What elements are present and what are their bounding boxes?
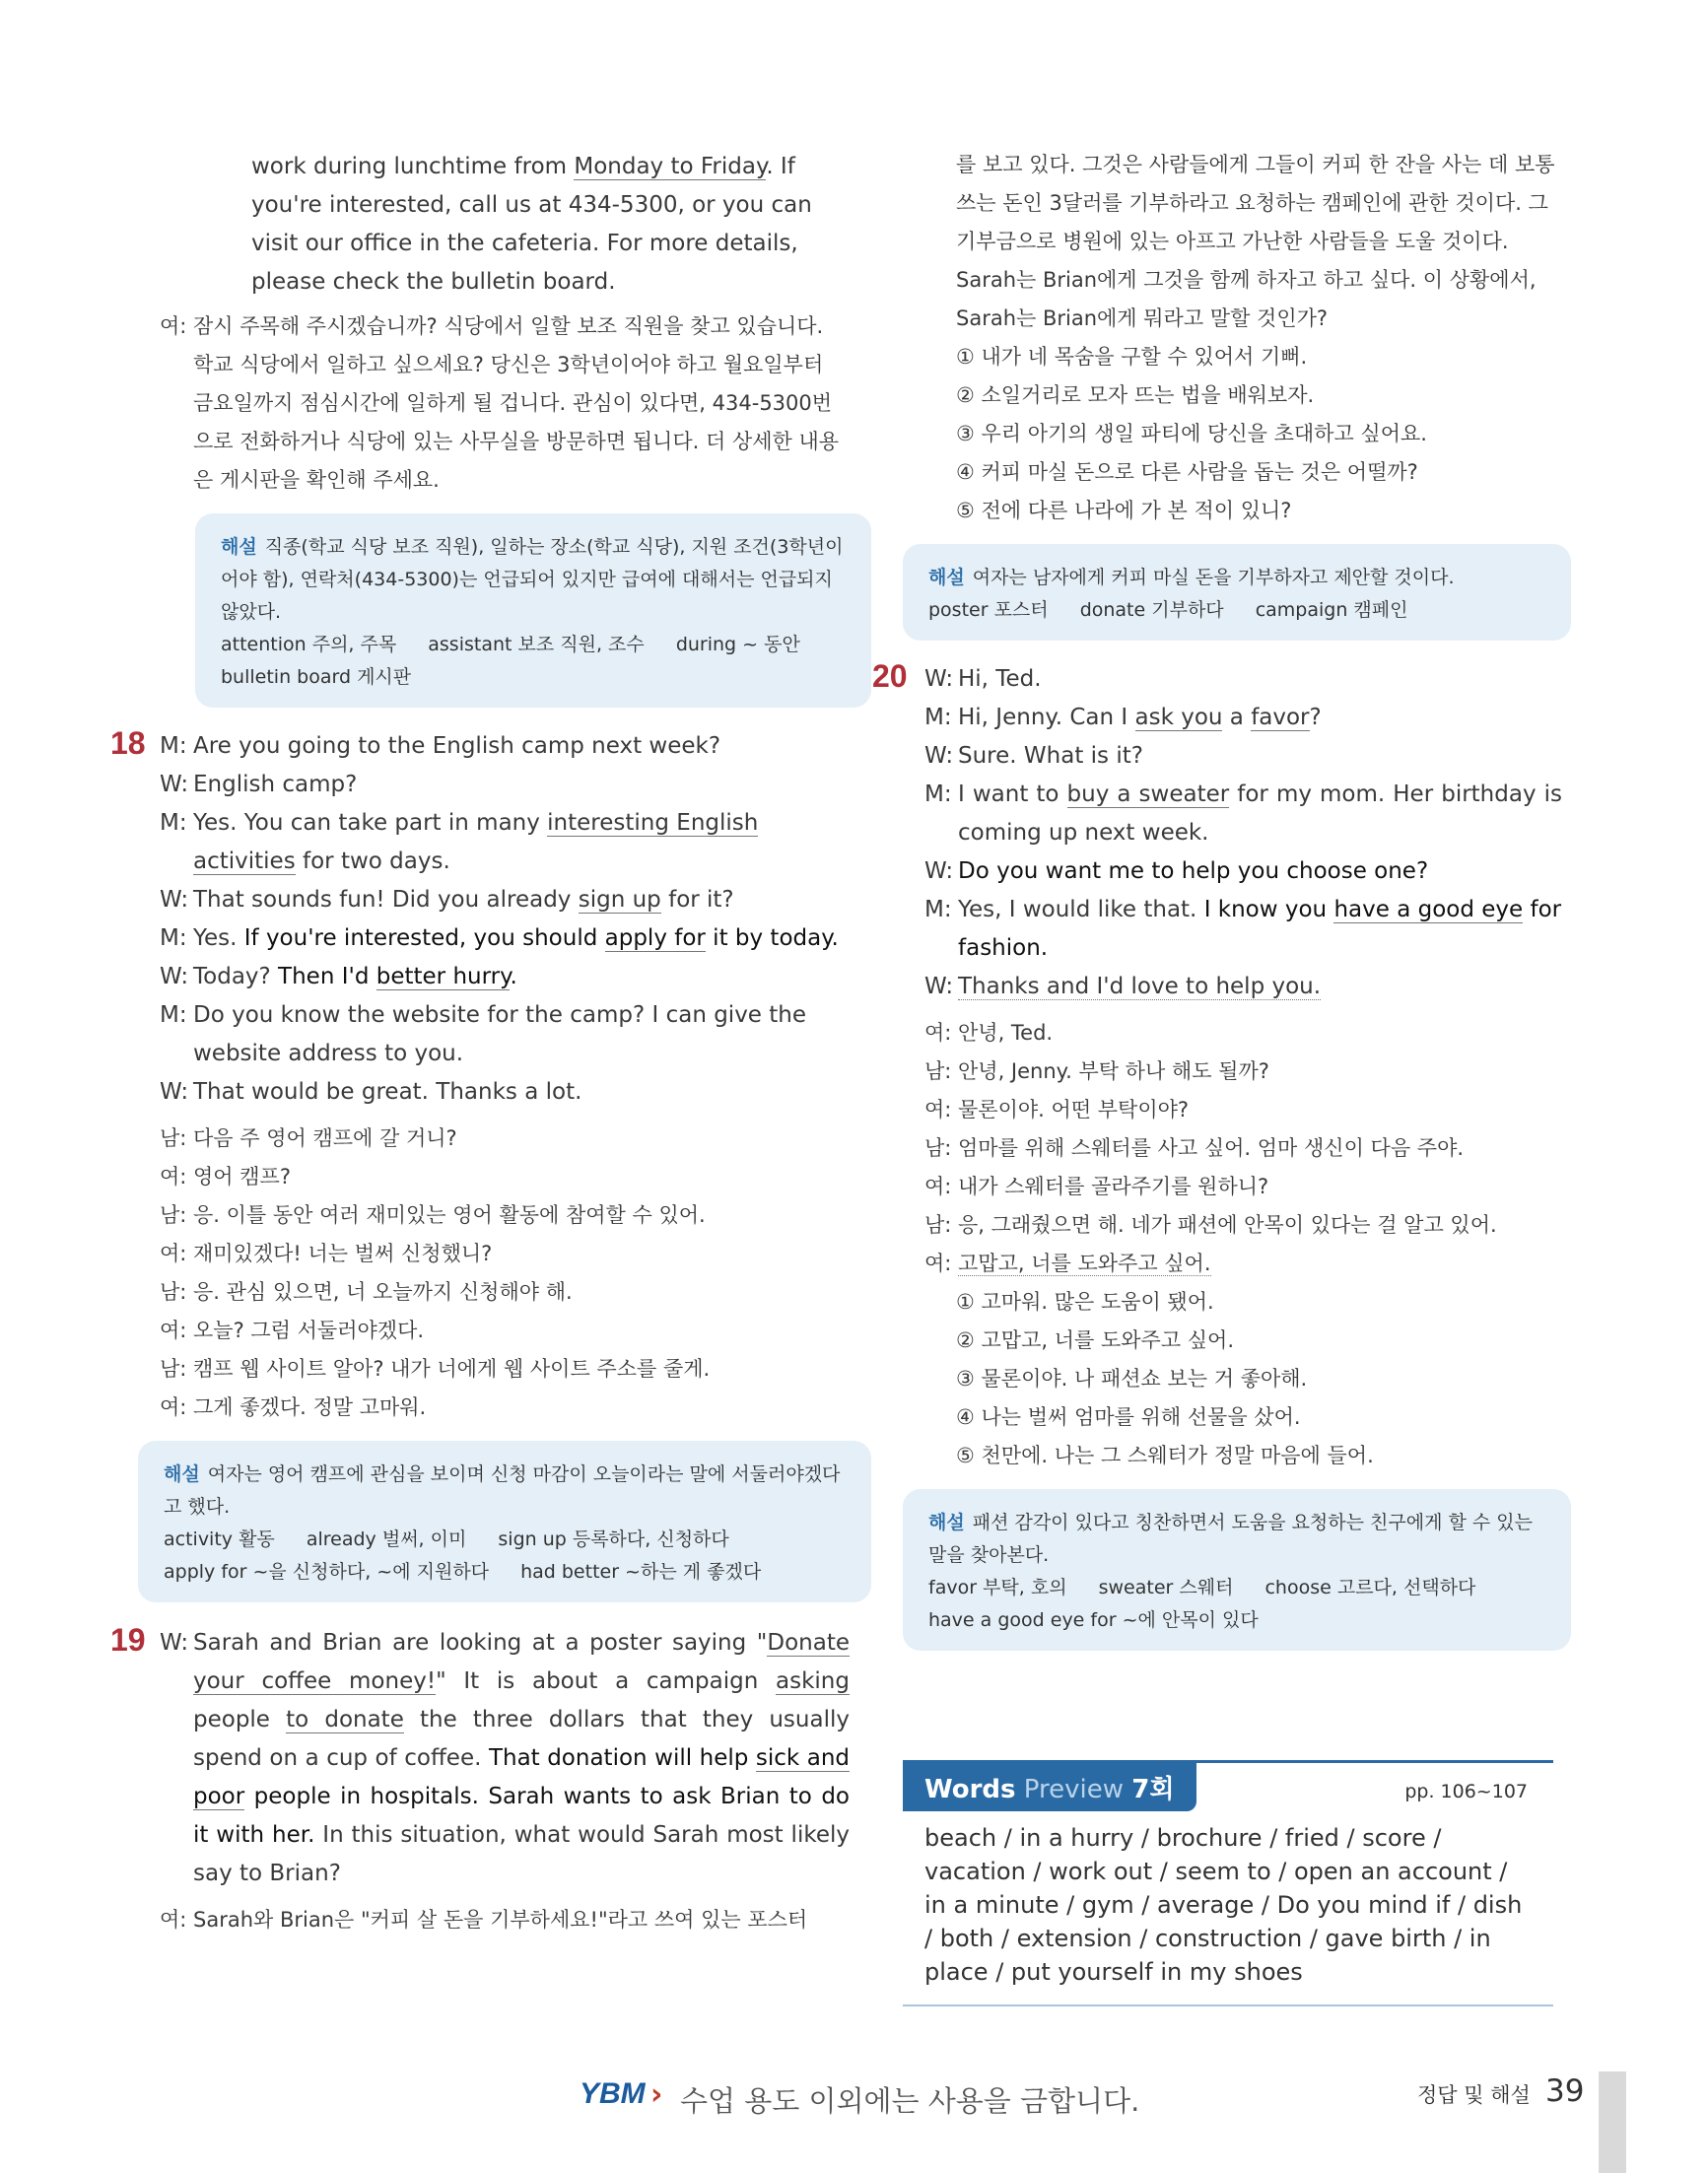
q18-explanation-box: 해설 여자는 영어 캠프에 관심을 보이며 신청 마감이 오늘이라는 말에 서둘러야겠다고 했다. activity 활동 already 벌써, 이미 sign up 등록하다, 신청하다 apply for ~을 신청하다, ~에 지원하다 had better ~하는 게 좋겠다: [138, 1441, 871, 1602]
option-item: ④ 커피 마실 돈으로 다른 사람을 돕는 것은 어떨까?: [956, 460, 1418, 484]
q17-explanation-box: 해설 직종(학교 식당 보조 직원), 일하는 장소(학교 식당), 지원 조건(3학년이어야 함), 연락처(434-5300)는 언급되어 있지만 급여에 대해서는 언급되지 않았다. attention 주의, 주목 assistant 보조 직원, 조수 during ~ 동안 bulletin board 게시판: [195, 513, 871, 708]
option-item: ③ 물론이야. 나 패션쇼 보는 거 좋아해.: [956, 1367, 1308, 1391]
dialogue-line: M: Yes. If you're interested, you should apply for it by today.: [160, 925, 839, 951]
dialogue-line: M: Do you know the website for the camp? I can give the website address to you.: [160, 1002, 807, 1066]
dialogue-line: W: That sounds fun! Did you already sign up for it?: [160, 887, 734, 913]
q19-korean-start: 여: Sarah와 Brian은 "커피 살 돈을 기부하세요!"라고 쓰여 있는 포스터: [160, 1908, 808, 1932]
ybm-logo: YBM: [580, 2077, 646, 2110]
option-item: ② 소일거리로 모자 뜨는 법을 배워보자.: [956, 383, 1315, 407]
q17-continuation: [160, 148, 850, 708]
question-19: [110, 1622, 851, 1939]
q19-prompt: W: Sarah and Brian are looking at a poster saying "Donate your coffee money!" It is about a campaign asking people to donate the three dollars that they usually spend on a cup of coffee. That donation will help sick and poor people in hospitals. Sarah wants to ask Brian to do it with her. In this situation, what would Sarah most likely say to Brian?: [160, 1630, 851, 1886]
dialogue-line: M: Are you going to the English camp next week?: [160, 733, 721, 759]
words-preview-list: beach / in a hurry / brochure / fried / score / vacation / work out / seem to / open an account / in a minute / gym / average / Do you mind if / dish / both / extension / construction / gave birth / in place / put yourself in my shoes: [924, 1824, 1523, 1986]
chevron-right-icon: ›: [650, 2077, 663, 2112]
words-preview-box: [903, 1760, 1553, 2006]
question-18: [110, 725, 850, 1602]
q19-options: [872, 338, 1562, 530]
dialogue-line: W: Today? Then I'd better hurry.: [160, 964, 517, 989]
q17-korean: 여: 잠시 주목해 주시겠습니까? 식당에서 일할 보조 직원을 찾고 있습니다. 학교 식당에서 일하고 싶으세요? 당신은 3학년이어야 하고 월요일부터 금요일까지 점심시간에 일하게 될 겁니다. 관심이 있다면, 434-5300번으로 전화하거나 식당에 있는 사무실을 방문하면 됩니다. 더 상세한 내용은 게시판을 확인해 주세요.: [160, 314, 840, 492]
option-item: ③ 우리 아기의 생일 파티에 당신을 초대하고 싶어요.: [956, 422, 1427, 445]
dialogue-line: W: English camp?: [160, 772, 358, 797]
q20-korean-translation: 여: 안녕, Ted. 남: 안녕, Jenny. 부탁 하나 해도 될까? 여: 물론이야. 어떤 부탁이야? 남: 엄마를 위해 스웨터를 사고 싶어. 엄마 생신이 다음 주야. 여: 내가 스웨터를 골라주기를 원하니? 남: 응, 그래줬으면 해. 네가 패션에 안목이 있다는 걸 알고 있어. 여: 고맙고, 너를 도와주고 싶어. ① 고마워. 많은 도움이 됐어. ② 고맙고, 너를 도와주고 싶어. ③ 물론이야. 나 패션쇼 보는 거 좋아해. ④ 나는 벌써 엄마를 위해 선물을 샀어. ⑤ 천만에. 나는 그 스웨터가 정말 마음에 들어.: [924, 1014, 1562, 1475]
option-item: ⑤ 천만에. 나는 그 스웨터가 정말 마음에 들어.: [956, 1444, 1374, 1467]
dialogue-line: W: That would be great. Thanks a lot.: [160, 1079, 582, 1105]
right-column: [872, 148, 1562, 1670]
q20-explanation-box: 해설 패션 감각이 있다고 칭찬하면서 도움을 요청하는 친구에게 할 수 있는 말을 찾아본다. favor 부탁, 호의 sweater 스웨터 choose 고르다, 선택하다 have a good eye for ~에 안목이 있다: [903, 1489, 1571, 1651]
question-number: 18: [110, 725, 146, 761]
option-item: ① 고마워. 많은 도움이 됐어.: [956, 1290, 1214, 1314]
question-20: 20 W: Hi, Ted. M: Hi, Jenny. Can I ask you a favor? W: Sure. What is it? M: I want to buy a sweater for my mom. Her birthday is coming up next week. W: Do you want me to help you choose one? M: Yes, I would like that. I know you have a good eye for fashion. W: Thanks and I'd love to help you. 여: 안녕, Ted. 남: 안녕, Jenny. 부탁 하나 해도 될까? 여: 물론이야. 어떤 부탁이야? 남: 엄마를 위해 스웨터를 사고 싶어. 엄마 생신이 다음 주야. 여: 내가 스웨터를 골라주기를 원하니? 남: 응, 그래줬으면 해. 네가 패션에 안목이 있다는 걸 알고 있어. 여: 고맙고, 너를 도와주고 싶어. ① 고마워. 많은 도움이 됐어. ② 고맙고, 너를 도와주고 싶어. ③ 물론이야. 나 패션쇼 보는 거 좋아해. ④ 나는 벌써 엄마를 위해 선물을 샀어. ⑤ 천만에. 나는 그 스웨터가 정말 마음에 들어. 해설 패션 감각이 있다고 칭찬하면서 도움을 요청하는 친구에게 할 수 있는 말을 찾아본다. favor 부탁, 호의 sweater 스웨터 choose 고르다, 선택하다 have a good eye for ~에 안목이 있다: [872, 660, 1562, 1651]
q18-korean-translation: 남: 다음 주 영어 캠프에 갈 거니? 여: 영어 캠프? 남: 응. 이틀 동안 여러 재미있는 영어 활동에 참여할 수 있어. 여: 재미있겠다! 너는 벌써 신청했니? 남: 응. 관심 있으면, 너 오늘까지 신청해야 해. 여: 오늘? 그럼 서둘러야겠다. 남: 캠프 웹 사이트 알아? 내가 너에게 웹 사이트 주소를 줄게. 여: 그게 좋겠다. 정말 고마워.: [160, 1126, 711, 1419]
question-number: 19: [110, 1622, 146, 1658]
page-edge-tab: [1599, 2071, 1626, 2173]
page-footer: [0, 2073, 1708, 2133]
left-column: [110, 148, 851, 1939]
q19-continuation: 를 보고 있다. 그것은 사람들에게 그들이 커피 한 잔을 사는 데 보통 쓰는 돈인 3달러를 기부하라고 요청하는 캠페인에 관한 것이다. 그 기부금으로 병원에 있는 아프고 가난한 사람들을 도울 것이다. Sarah는 Brian에게 그것을 함께 하자고 하고 싶다. 이 상황에서, Sarah는 Brian에게 뭐라고 말할 것인가? ① 내가 네 목숨을 구할 수 있어서 기뻐. ② 소일거리로 모자 뜨는 법을 배워보자. ③ 우리 아기의 생일 파티에 당신을 초대하고 싶어요. ④ 커피 마실 돈으로 다른 사람을 돕는 것은 어떨까? ⑤ 전에 다른 나라에 가 본 적이 있니? 해설 여자는 남자에게 커피 마실 돈을 기부하자고 제안할 것이다. poster 포스터 donate 기부하다 campaign 캠페인: [872, 146, 1562, 641]
question-number: 20: [872, 658, 908, 694]
q19-explanation-box: 해설 여자는 남자에게 커피 마실 돈을 기부하자고 제안할 것이다. poster 포스터 donate 기부하다 campaign 캠페인: [903, 544, 1571, 641]
q17-english: work during lunchtime from Monday to Friday. If you're interested, call us at 434-5300, or you can visit our office in the cafeteria. For more details, please check the bulletin board.: [251, 154, 812, 295]
dialogue-line: M: Yes. You can take part in many interesting English activities for two days.: [160, 810, 759, 874]
usage-notice: 수업 용도 이외에는 사용을 금합니다.: [680, 2084, 1140, 2118]
option-item: ④ 나는 벌써 엄마를 위해 선물을 샀어.: [956, 1405, 1301, 1429]
section-title: 정답 및 해설: [1417, 2083, 1531, 2107]
option-item: ② 고맙고, 너를 도와주고 싶어.: [956, 1328, 1235, 1352]
page-number: 39: [1545, 2073, 1585, 2109]
words-preview-pages: pp. 106~107: [1404, 1781, 1528, 1802]
words-preview-title: Words Preview 7회: [903, 1763, 1196, 1811]
option-item: ① 내가 네 목숨을 구할 수 있어서 기뻐.: [956, 345, 1308, 369]
option-item: ⑤ 전에 다른 나라에 가 본 적이 있니?: [956, 499, 1292, 522]
